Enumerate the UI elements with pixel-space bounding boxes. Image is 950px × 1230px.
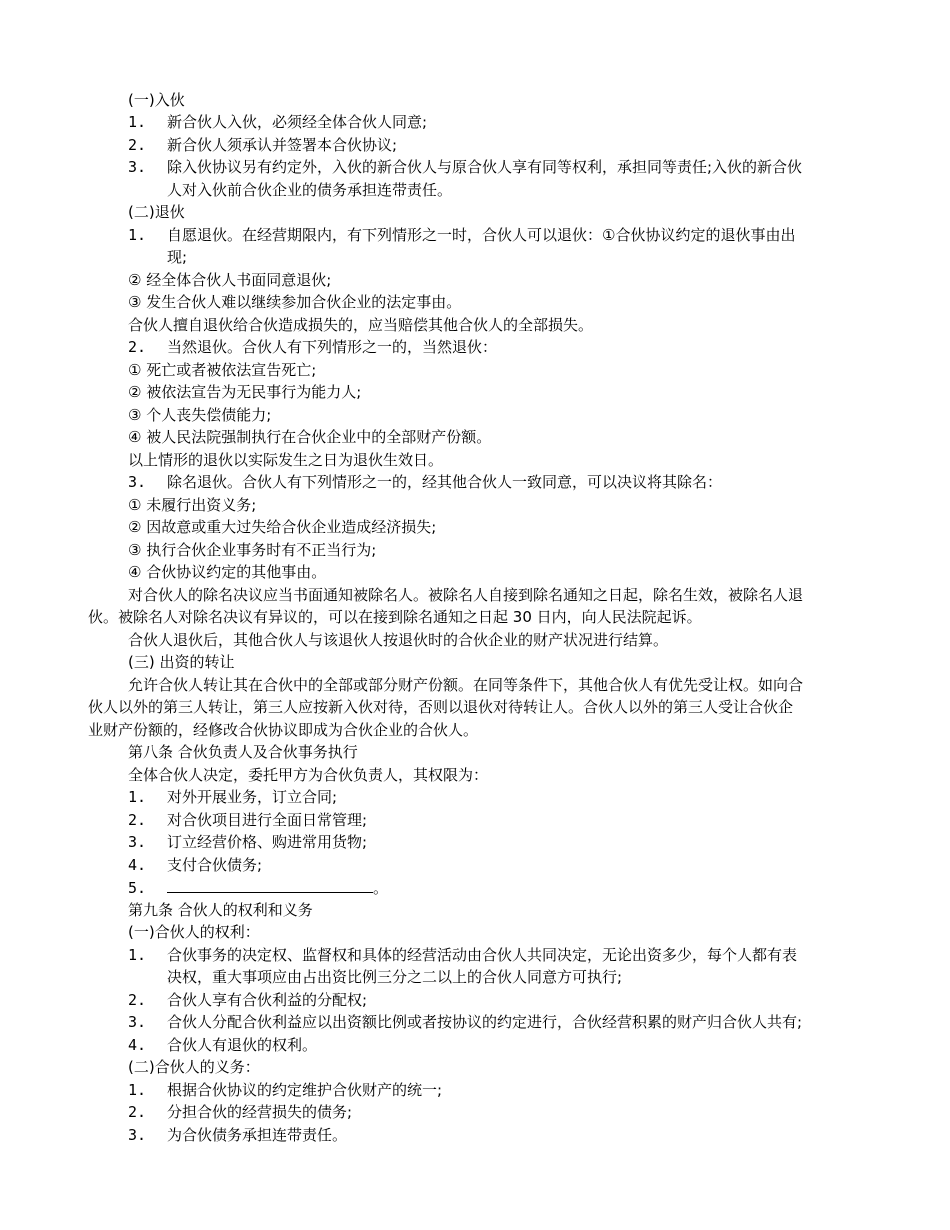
sub-item: ④ 合伙协议约定的其他事由。 (128, 563, 327, 581)
list-item: 2. 当然退伙。合伙人有下列情形之一的，当然退伙： (128, 338, 498, 356)
sub-item: ② 经全体合伙人书面同意退伙; (128, 271, 332, 289)
paragraph: 以上情形的退伙以实际发生之日为退伙生效日。 (128, 451, 444, 469)
heading-admission: (一)入伙 (128, 91, 185, 109)
list-item: 1. 合伙事务的决定权、监督权和具体的经营活动由合伙人共同决定，无论出资多少，每个人都有表 (128, 946, 798, 964)
sub-item: ③ 发生合伙人难以继续参加合伙企业的法定事由。 (128, 293, 462, 311)
paragraph-continuation: 业财产份额的，经修改合伙协议即成为合伙企业的合伙人。 (88, 721, 479, 739)
list-item: 2. 分担合伙的经营损失的债务; (128, 1103, 353, 1121)
list-item: 2. 新合伙人须承认并签署本合伙协议; (128, 136, 398, 154)
sub-item: ① 死亡或者被依法宣告死亡; (128, 361, 317, 379)
list-item: 2. 合伙人享有合伙利益的分配权; (128, 991, 368, 1009)
list-item: 1. 对外开展业务，订立合同; (128, 788, 338, 806)
list-item: 1. 自愿退伙。在经营期限内，有下列情形之一时，合伙人可以退伙：①合伙协议约定的退伙事由出 (128, 226, 796, 244)
paragraph-continuation: 伙人以外的第三人转让，第三人应按新入伙对待，否则以退伙对待转让人。合伙人以外的第三人受让合伙企 (88, 698, 794, 716)
list-item: 4. 合伙人有退伙的权利。 (128, 1036, 318, 1054)
blank-fill-line[interactable] (167, 876, 373, 893)
paragraph: 全体合伙人决定，委托甲方为合伙负责人，其权限为： (128, 766, 489, 784)
list-item-continuation: 人对入伙前合伙企业的债务承担连带责任。 (167, 181, 453, 199)
heading-transfer: (三) 出资的转让 (128, 653, 235, 671)
list-item-blank: 5. 。 (128, 876, 388, 898)
article-8-title: 第八条 合伙负责人及合伙事务执行 (128, 743, 358, 761)
list-item: 1. 新合伙人入伙，必须经全体合伙人同意; (128, 113, 428, 131)
sub-item: ③ 执行合伙企业事务时有不正当行为; (128, 541, 377, 559)
sub-item: ② 因故意或重大过失给合伙企业造成经济损失; (128, 518, 437, 536)
sub-item: ④ 被人民法院强制执行在合伙企业中的全部财产份额。 (128, 428, 492, 446)
list-item: 4. 支付合伙债务; (128, 856, 263, 874)
list-item: 1. 根据合伙协议的约定维护合伙财产的统一; (128, 1081, 443, 1099)
paragraph-continuation: 伙。被除名人对除名决议有异议的，可以在接到除名通知之日起 30 日内，向人民法院起诉。 (88, 608, 702, 626)
paragraph: 允许合伙人转让其在合伙中的全部或部分财产份额。在同等条件下，其他合伙人有优先受让权。如向合 (128, 676, 804, 694)
heading-obligations: (二)合伙人的义务： (128, 1058, 260, 1076)
list-item: 3. 订立经营价格、购进常用货物; (128, 833, 368, 851)
heading-withdrawal: (二)退伙 (128, 203, 185, 221)
list-item-continuation: 现; (167, 248, 188, 266)
sub-item: ① 未履行出资义务; (128, 496, 257, 514)
sub-item: ③ 个人丧失偿债能力; (128, 406, 272, 424)
list-item-continuation: 决权，重大事项应由占出资比例三分之二以上的合伙人同意方可执行; (167, 968, 623, 986)
sub-item: ② 被依法宣告为无民事行为能力人; (128, 383, 362, 401)
list-item: 3. 除名退伙。合伙人有下列情形之一的，经其他合伙人一致同意，可以决议将其除名： (128, 473, 723, 491)
paragraph: 对合伙人的除名决议应当书面通知被除名人。被除名人自接到除名通知之日起，除名生效，被除名人退 (128, 586, 804, 604)
list-item: 3. 除入伙协议另有约定外，入伙的新合伙人与原合伙人享有同等权利，承担同等责任;入伙的新合伙 (128, 158, 803, 176)
paragraph: 合伙人擅自退伙给合伙造成损失的，应当赔偿其他合伙人的全部损失。 (128, 316, 594, 334)
paragraph: 合伙人退伙后，其他合伙人与该退伙人按退伙时的合伙企业的财产状况进行结算。 (128, 631, 669, 649)
list-item: 2. 对合伙项目进行全面日常管理; (128, 811, 368, 829)
list-item: 3. 合伙人分配合伙利益应以出资额比例或者按协议的约定进行，合伙经营积累的财产归合伙人共有; (128, 1013, 803, 1031)
article-9-title: 第九条 合伙人的权利和义务 (128, 901, 313, 919)
list-item: 3. 为合伙债务承担连带责任。 (128, 1126, 348, 1144)
heading-rights: (一)合伙人的权利： (128, 923, 260, 941)
